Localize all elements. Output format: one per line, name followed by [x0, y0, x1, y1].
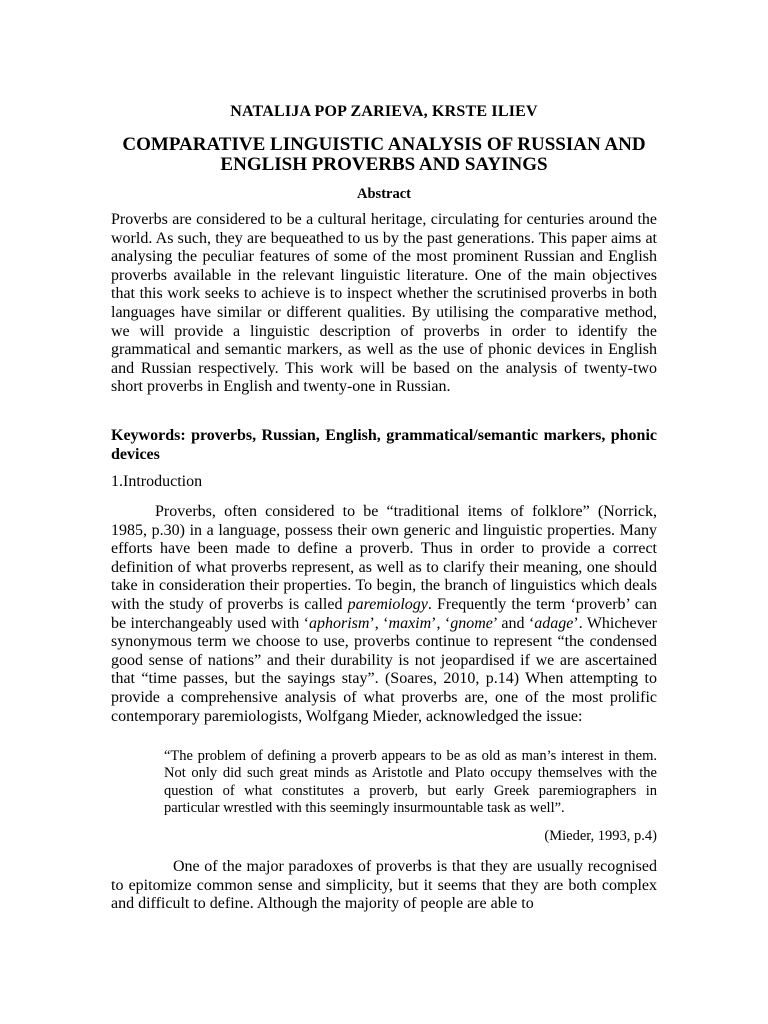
- term-aphorism: aphorism: [309, 614, 370, 632]
- authors: NATALIJA POP ZARIEVA, KRSTE ILIEV: [230, 103, 538, 120]
- abstract-text: Proverbs are considered to be a cultural heritage, circulating for centuries around the world. As such, they are bequeathed to us by the past generations. This paper aims at analysing the peculiar features of some of the most prominent Russian and English proverbs available in the relevant linguistic literature. One of the main objectives that this work seeks to achieve is to inspect whether the scrutinised proverbs in both languages have similar or different qualities. By utilising the comparative method, we will provide a linguistic description of proverbs in order to identify the grammatical and semantic markers, as well as the use of phonic devices in English and Russian respectively. This work will be based on the analysis of twenty-two short proverbs in English and twenty-one in Russian.: [111, 211, 657, 396]
- paper-title: COMPARATIVE LINGUISTIC ANALYSIS OF RUSSIAN AND ENGLISH PROVERBS AND SAYINGS: [122, 134, 646, 175]
- section-heading: 1.Introduction: [111, 473, 203, 490]
- term-adage: adage: [534, 614, 574, 632]
- keywords: Keywords: proverbs, Russian, English, grammatical/semantic markers, phonic devices: [111, 427, 657, 463]
- intro-text: ’ and ‘: [492, 614, 535, 632]
- intro-text: ’, ‘: [431, 614, 451, 632]
- intro-paragraph: [111, 503, 657, 726]
- term-paremiology: paremiology: [347, 595, 428, 613]
- block-quote: “The problem of defining a proverb appears to be as old as man’s interest in them. Not only did such great minds as Aristotle and Plato occupy themselves with the question of what constitutes a proverb, but early Greek paremiographers in particular wrestled with this seemingly insurmountable task as well”.: [164, 748, 657, 817]
- abstract-heading: Abstract: [357, 186, 411, 202]
- intro-text: . Frequently the term ‘proverb’ can be interchangeably used with ‘: [111, 595, 657, 632]
- term-gnome: gnome: [450, 614, 493, 632]
- intro-text: ’. Whichever synonymous term we choose to use, proverbs continue to represent “the condensed good sense of nations” and their durability is not jeopardised if we are ascertained that “time passes, but the sayings stay”. (Soares, 2010, p.14) When attempting to provide a comprehensive analysis of what proverbs are, one of the most prolific contemporary paremiologists, Wolfgang Mieder, acknowledged the issue:: [111, 614, 658, 725]
- body-paragraph: One of the major paradoxes of proverbs is that they are usually recognised to epitomize common sense and simplicity, but it seems that they are both complex and difficult to define. Although the majority of people are able to: [111, 858, 657, 913]
- intro-text: ’, ‘: [369, 614, 389, 632]
- quote-citation: (Mieder, 1993, p.4): [544, 828, 657, 844]
- intro-text: Proverbs, often considered to be “traditional items of folklore” (Norrick, 1985, p.30) in a language, possess their own generic and linguistic properties. Many efforts have been made to define a proverb. Thus in order to provide a correct definition of what proverbs represent, as well as to clarify their meaning, one should take in consideration their properties. To begin, the branch of linguistics which deals with the study of proverbs is called: [111, 503, 657, 613]
- term-maxim: maxim: [388, 614, 432, 632]
